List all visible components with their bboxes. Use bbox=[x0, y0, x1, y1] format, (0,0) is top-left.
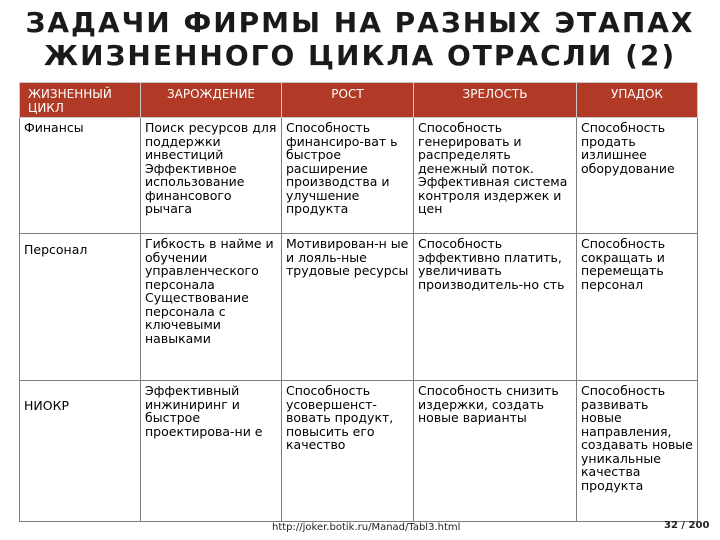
title-line-2: ЖИЗНЕННОГО ЦИКЛА ОТРАСЛИ (2) bbox=[43, 39, 677, 72]
table-cell: Поиск ресурсов для поддержки инвестиций Эффективное использование финансового рычага bbox=[141, 118, 282, 234]
header-birth: ЗАРОЖДЕНИЕ bbox=[141, 83, 282, 118]
title-line-1: ЗАДАЧИ ФИРМЫ НА РАЗНЫХ ЭТАПАХ bbox=[25, 6, 695, 39]
header-maturity: ЗРЕЛОСТЬ bbox=[414, 83, 577, 118]
table-row bbox=[20, 234, 698, 381]
page-title bbox=[0, 6, 720, 72]
table-cell: Способность снизить издержки, создать новые варианты bbox=[414, 381, 577, 522]
table-cell: Способность усовершенст-вовать продукт, повысить его качество bbox=[282, 381, 414, 522]
row-label-rnd: НИОКР bbox=[20, 381, 141, 522]
table-cell: Способность продать излишнее оборудование bbox=[577, 118, 698, 234]
row-label-personnel: Персонал bbox=[20, 234, 141, 381]
table-cell: Способность эффективно платить, увеличивать производитель-но сть bbox=[414, 234, 577, 381]
table-cell: Способность сокращать и перемещать персонал bbox=[577, 234, 698, 381]
source-url: http://joker.botik.ru/Manad/Tabl3.html bbox=[272, 522, 461, 533]
table-row bbox=[20, 118, 698, 234]
table-cell: Гибкость в найме и обучении управленческого персонала Существование персонала с ключевыми навыками bbox=[141, 234, 282, 381]
header-lifecycle: ЖИЗНЕННЫЙ ЦИКЛ bbox=[20, 83, 141, 118]
table-row bbox=[20, 381, 698, 522]
table-cell: Способность развивать новые направления, создавать новые уникальные качества продукта bbox=[577, 381, 698, 522]
table-cell: Мотивирован-н ые и лояль-ные трудовые ресурсы bbox=[282, 234, 414, 381]
lifecycle-table bbox=[19, 82, 698, 522]
header-decline: УПАДОК bbox=[577, 83, 698, 118]
row-label-finance: Финансы bbox=[20, 118, 141, 234]
header-growth: РОСТ bbox=[282, 83, 414, 118]
table-cell: Эффективный инжиниринг и быстрое проектирова-ни е bbox=[141, 381, 282, 522]
page-number: 32 / 200 bbox=[664, 520, 710, 531]
table-cell: Способность генерировать и распределять денежный поток. Эффективная система контроля издержек и цен bbox=[414, 118, 577, 234]
table-cell: Способность финансиро-ват ь быстрое расширение производства и улучшение продукта bbox=[282, 118, 414, 234]
table-header-row bbox=[20, 83, 698, 118]
